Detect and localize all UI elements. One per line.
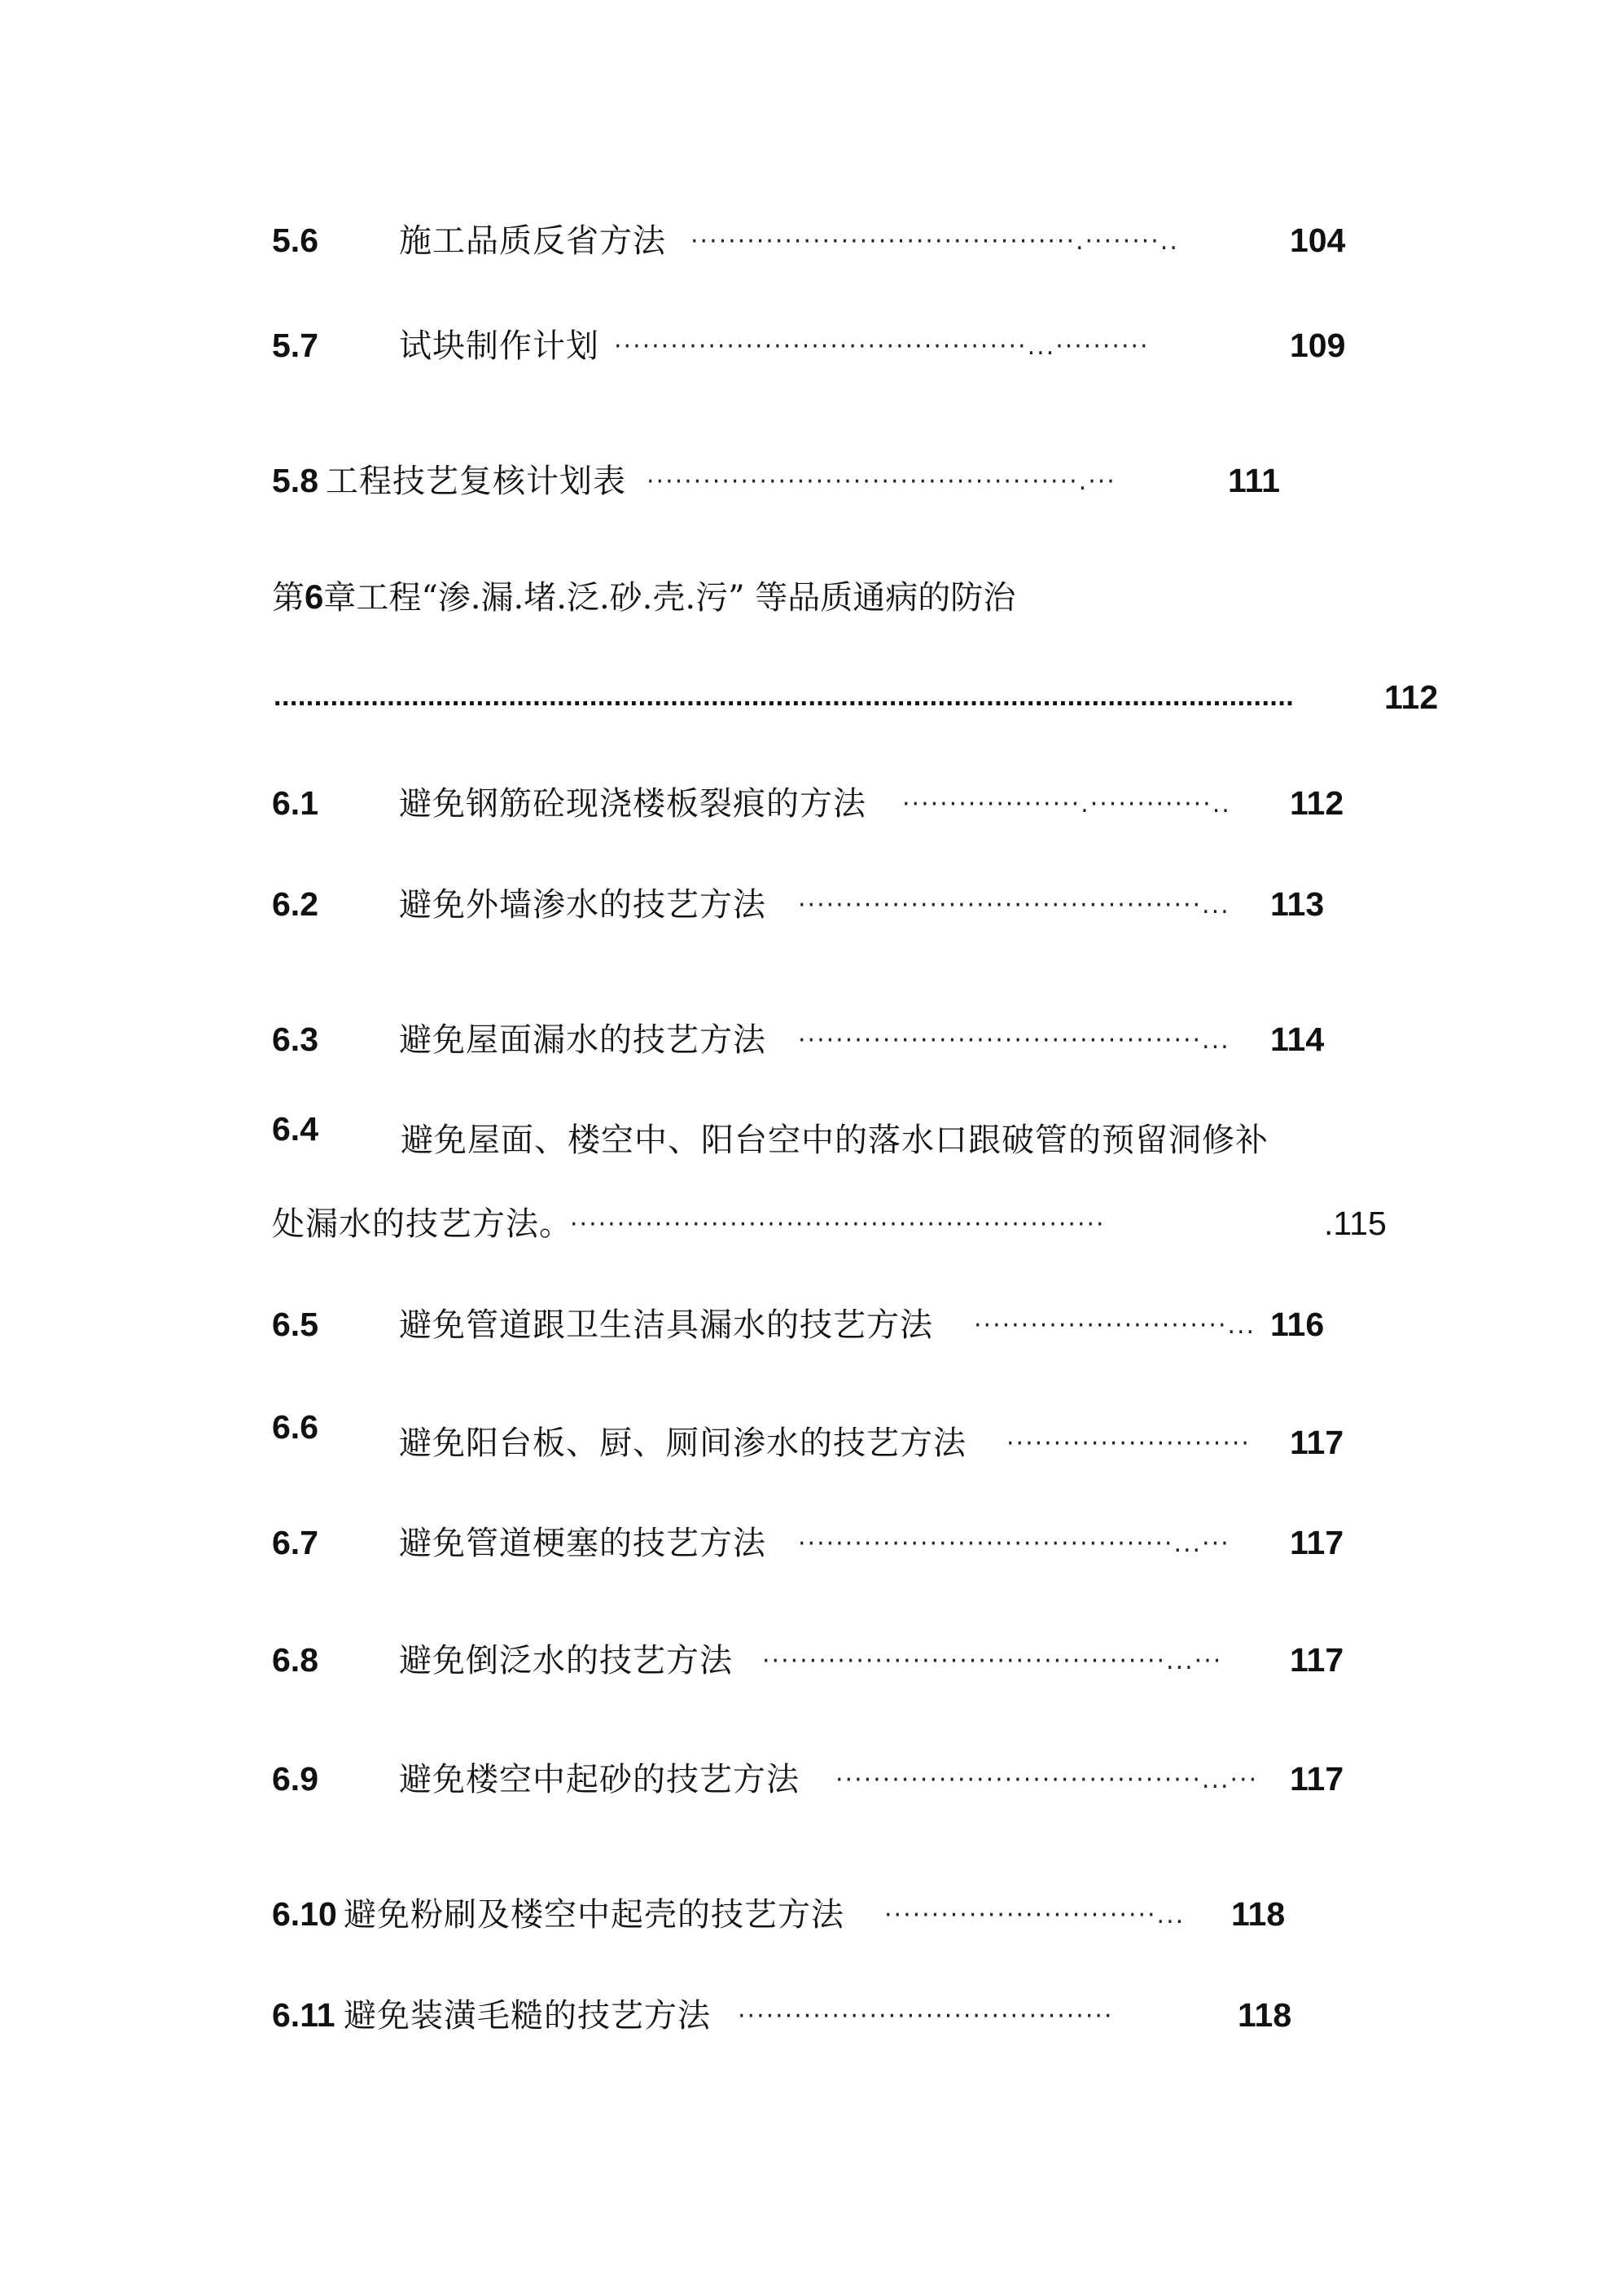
dot-leader: ·························· — [1006, 1432, 1251, 1456]
dot-leader: ··············································.··· — [647, 470, 1116, 494]
chapter-number: 6 — [305, 577, 324, 616]
section-title: 避免钢筋砼现浇楼板裂痕的方法 — [399, 785, 866, 823]
section-title: 避免管道梗塞的技艺方法 — [399, 1525, 766, 1562]
section-title: 避免粉刷及楼空中起壳的技艺方法 — [344, 1896, 844, 1934]
section-title: 避免楼空中起砂的技艺方法 — [399, 1761, 800, 1798]
page-number: 104 — [1290, 222, 1346, 259]
dot-leader: ························································· — [570, 1213, 1106, 1237]
page-number: .115 — [1324, 1205, 1387, 1242]
page-number: 111 — [1228, 462, 1280, 499]
section-number: 6.6 — [272, 1408, 318, 1446]
page-number: 117 — [1290, 1641, 1344, 1679]
section-number: 6.10 — [272, 1895, 337, 1933]
section-title: 避免屋面漏水的技艺方法 — [399, 1021, 766, 1059]
dot-leader: ·······································...··· — [835, 1768, 1259, 1793]
section-number: 6.3 — [272, 1021, 318, 1058]
section-number: 6.1 — [272, 784, 318, 822]
dot-leader: ·········································.········.. — [690, 230, 1179, 254]
section-title: 避免屋面、楼空中、阳台空中的落水口跟破管的预留洞修补 — [401, 1122, 1269, 1159]
dot-leader: ···························... — [974, 1314, 1256, 1338]
page-number: 113 — [1270, 885, 1325, 923]
page-number: 117 — [1290, 1760, 1344, 1798]
section-title: 避免管道跟卫生洁具漏水的技艺方法 — [399, 1306, 933, 1344]
section-number: 6.7 — [272, 1524, 318, 1561]
section-title: 工程技艺复核计划表 — [326, 463, 626, 500]
chapter-heading — [272, 577, 1016, 617]
dot-leader: ············································...·········· — [614, 335, 1150, 359]
page-number: 118 — [1238, 1996, 1292, 2034]
section-title: 施工品质反省方法 — [399, 222, 666, 260]
dot-leader: ···········································... — [798, 893, 1230, 918]
dot-leader: ···················.·············.. — [902, 792, 1231, 817]
section-number: 6.9 — [272, 1760, 318, 1798]
section-number: 5.6 — [272, 222, 318, 259]
page-number: 112 — [1290, 784, 1344, 822]
dot-leader: ···········································...··· — [762, 1649, 1223, 1674]
section-number: 6.4 — [272, 1110, 318, 1148]
dot-leader: ···········································... — [798, 1029, 1230, 1053]
section-number: 6.5 — [272, 1306, 318, 1343]
dot-leader: ·····························... — [884, 1903, 1186, 1928]
page-number: 118 — [1231, 1895, 1286, 1933]
section-number: 5.8 — [272, 462, 318, 499]
page-number: 114 — [1270, 1021, 1325, 1058]
page-number: 112 — [1384, 678, 1439, 716]
section-number: 6.8 — [272, 1641, 318, 1679]
page-number: 117 — [1290, 1524, 1344, 1561]
chapter-prefix: 第 — [272, 579, 305, 617]
section-title: 避免阳台板、厨、厕间渗水的技艺方法 — [399, 1425, 967, 1462]
section-number: 6.2 — [272, 885, 318, 923]
dot-leader: ········································...··· — [798, 1532, 1230, 1556]
page-number: 116 — [1270, 1306, 1325, 1343]
section-number: 5.7 — [272, 327, 318, 364]
section-number: 6.11 — [272, 1996, 335, 2034]
page-number: 117 — [1290, 1424, 1344, 1461]
section-title: 避免外墙渗水的技艺方法 — [399, 886, 766, 924]
chapter-title: 章工程“渗.漏.堵.泛.砂.壳.污” 等品质通病的防治 — [323, 579, 1016, 617]
page-number: 109 — [1290, 327, 1346, 364]
section-title-continued: 处漏水的技艺方法。 — [272, 1205, 572, 1243]
section-title: 避免装潢毛糙的技艺方法 — [344, 1997, 711, 2035]
section-title: 试块制作计划 — [399, 327, 599, 365]
dot-leader: .............................................................................................................................. — [274, 683, 1295, 710]
dot-leader: ········································ — [738, 2004, 1114, 2029]
section-title: 避免倒泛水的技艺方法 — [399, 1642, 733, 1679]
